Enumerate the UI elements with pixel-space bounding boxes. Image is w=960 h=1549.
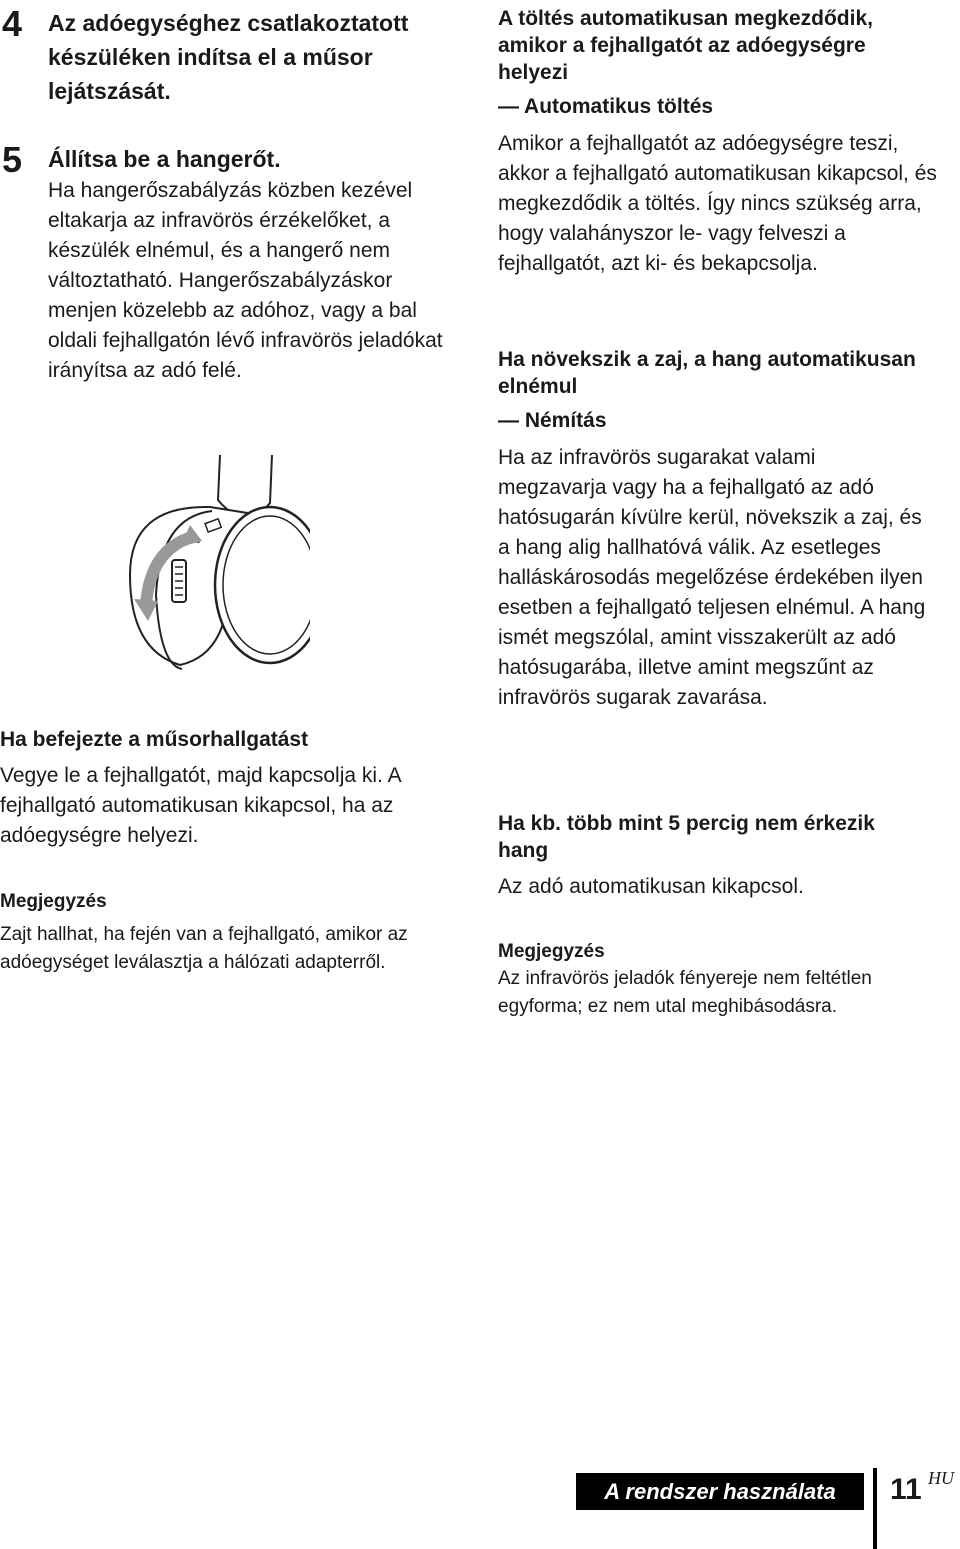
footer-divider [873,1468,877,1549]
headphone-icon [120,455,310,690]
finish-text: Vegye le a fejhallgatót, majd kapcsolja ki. A fejhallgató automatikusan kikapcsol, ha az adóegységre helyezi. [0,764,401,847]
muting-subheading: — Némítás [498,409,607,432]
muting-text: Ha az infravörös sugarakat valami megzavarja vagy ha a fejhallgató az adó hatósugarán kívülre kerül, növekszik a zaj, és a hang alig hallhatóvá válik. Az esetleges halláskárosodás megelőzése érdekében ilyen esetben a fejhallgató teljesen elnémul. A hang ismét megszólal, amint visszakerült az adó hatósugarába, illetve amint megszűnt az infravörös sugarak zavarása. [498,446,926,709]
note-heading: Megjegyzés [0,891,107,912]
finish-heading: Ha befejezte a műsorhallgatást [0,728,309,751]
step-title: Az adóegységhez csatlakoztatott készüléken indítsa el a műsor lejátszását. [48,10,409,104]
step-5 [0,139,460,386]
step-number: 4 [2,3,23,44]
muting-heading: Ha növekszik a zaj, a hang automatikusan elnémul [498,348,916,398]
step-number: 5 [2,139,23,180]
note-text: Az infravörös jeladók fényereje nem feltétlen egyforma; ez nem utal meghibásodásra. [498,968,872,1017]
charging-subheading: — Automatikus töltés [498,95,714,118]
charging-text: Amikor a fejhallgatót az adóegységre teszi, akkor a fejhallgató automatikusan kikapcsol, és megkezdődik a töltés. Így nincs szükség arra, hogy valahányszor le- vagy felveszi a fejhallgatót, azt ki- és bekapcsolja. [498,132,937,275]
step-4 [0,3,460,108]
headphone-volume-illustration [120,455,310,690]
note-heading: Megjegyzés [498,941,605,962]
section-label: A rendszer használata [576,1473,864,1510]
page-language-suffix: HU [928,1468,954,1488]
note-text: Zajt hallhat, ha fején van a fejhallgató, amikor az adóegységet leválasztja a hálózati adapterről. [0,924,408,973]
step-body: Ha hangerőszabályzás közben kezével eltakarja az infravörös érzékelőket, a készülék elnémul, és a hangerő nem változtatható. Hangerőszabályzáskor menjen közelebb az adóhoz, vagy a bal oldali fejhallgatón lévő infravörös jeladókat irányítsa az adó felé. [48,179,443,382]
no-sound-text: Az adó automatikusan kikapcsol. [498,875,804,898]
no-sound-heading: Ha kb. több mint 5 percig nem érkezik hang [498,812,875,862]
step-title: Állítsa be a hangerőt. [48,146,281,172]
page-number: 11 [890,1473,922,1506]
charging-heading: A töltés automatikusan megkezdődik, amikor a fejhallgatót az adóegységre helyezi [498,7,873,84]
